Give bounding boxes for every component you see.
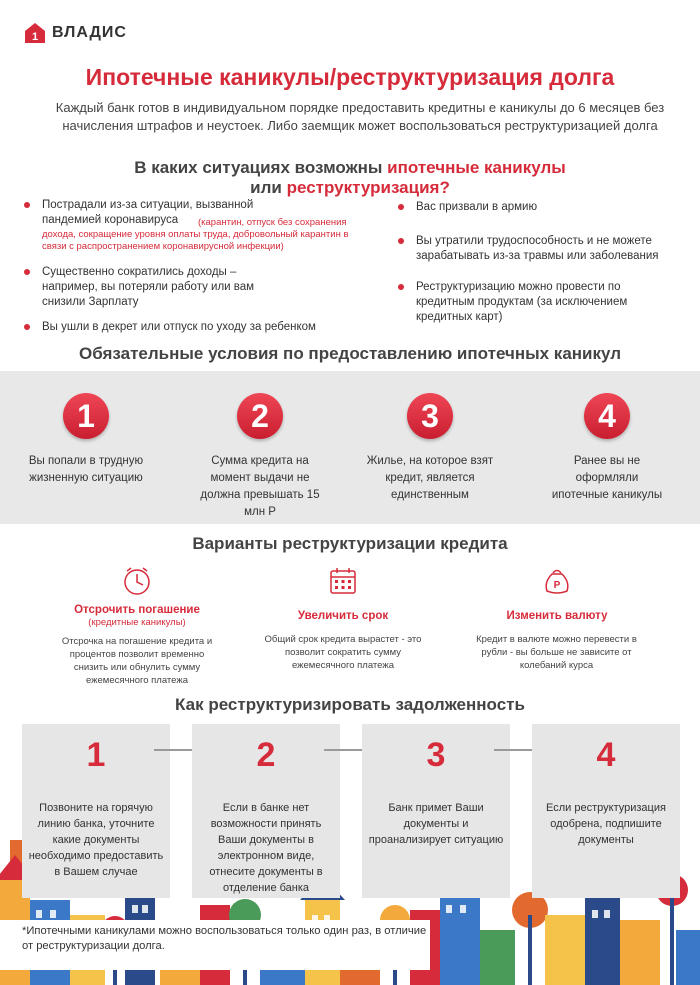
situation-item: Существенно сократились доходы – например, вы потеряли работу или вам снизили Зарплату: [22, 265, 382, 310]
step-1: [22, 724, 170, 898]
page-title: Ипотечные каникулы/реструктуризация долга: [85, 64, 615, 90]
footnote: *Ипотечными каникулами можно воспользоваться только один раз, в отличие от реструктуризации долга.: [0, 920, 430, 970]
page-subtitle: Каждый банк готов в индивидуальном порядке предоставить кредитны е каникулы до 6 месяцев без начисления штрафов и неустоек. Либо заемщик может воспользоваться реструктуризацией долга: [55, 100, 665, 133]
step-text: Если в банке нет возможности принять Ваши документы в электронном виде, отнесите документы в отделение банка: [209, 802, 323, 894]
step-number: 4: [596, 736, 616, 774]
situations-right-list: [396, 200, 686, 333]
condition-4: [527, 393, 687, 504]
condition-text: Сумма кредита на момент выдачи не должна превышать 15 млн Р: [200, 455, 320, 518]
condition-text: Ранее вы не оформляли ипотечные каникулы: [551, 455, 663, 501]
step-3: [362, 724, 510, 898]
step-number: 2: [256, 736, 276, 774]
variant-3: [462, 565, 652, 672]
svg-text:Р: Р: [553, 580, 561, 591]
variant-title: Увеличить срок: [297, 610, 389, 622]
situations-left-list-2: [22, 265, 382, 343]
money-bag-icon: [541, 565, 573, 597]
step-text: Если реструктуризация одобрена, подпишите документы: [546, 802, 666, 846]
conditions-heading: Обязательные условия по предоставлению ипотечных каникул: [78, 344, 622, 363]
variant-title: Отсрочить погашение: [74, 604, 200, 616]
variant-subtitle: (кредитные каникулы): [88, 617, 186, 628]
step-2: [192, 724, 340, 898]
situation-item: Вы утратили трудоспособность и не можете зарабатывать из-за травмы или заболевания: [396, 234, 686, 264]
condition-number: 3: [407, 393, 453, 439]
condition-text: Жилье, на которое взят кредит, является единственным: [366, 455, 494, 501]
situation-note: (карантин, отпуск без сохранения дохода, сокращение уровня оплаты труда, добровольный карантин в связи с распространением коронавирусной инфекции): [42, 217, 349, 252]
logo-text: ВЛАДИС: [52, 24, 127, 41]
step-text: Банк примет Ваши документы и проанализирует ситуацию: [368, 802, 504, 846]
variant-description: Отсрочка на погашение кредита и процентов позволит временно снизить или обнулить сумму ежемесячного платежа: [61, 636, 213, 686]
step-4: [532, 724, 680, 898]
calendar-icon: [327, 565, 359, 597]
step-number: 3: [426, 736, 446, 774]
condition-number: 2: [237, 393, 283, 439]
condition-1: [6, 393, 166, 487]
logo: [24, 22, 127, 44]
step-number: 1: [86, 736, 106, 774]
condition-2: [180, 393, 340, 521]
variant-2: [248, 565, 438, 672]
house-logo-icon: [24, 22, 46, 44]
clock-icon: [121, 565, 153, 597]
variant-1: [42, 565, 232, 687]
condition-number: 4: [584, 393, 630, 439]
situation-item: Вас призвали в армию: [396, 200, 686, 215]
variant-description: Общий срок кредита вырастет - это позволит сократить сумму ежемесячного платежа: [264, 634, 422, 671]
variant-description: Кредит в валюте можно перевести в рубли - вы больше не зависите от колебаний курса: [476, 634, 637, 671]
logo-mark-digit: 1: [31, 31, 39, 43]
variant-title: Изменить валюту: [506, 610, 608, 622]
condition-text: Вы попали в трудную жизненную ситуацию: [28, 455, 144, 484]
variants-heading: Варианты реструктуризации кредита: [192, 534, 508, 553]
steps-heading: Как реструктуризировать задолженность: [175, 695, 525, 714]
situation-item: Реструктуризацию можно провести по кредитным продуктам (за исключением кредитных карт): [396, 280, 686, 325]
step-text: Позвоните на горячую линию банка, уточните какие документы необходимо предоставить в Вашем случае: [28, 802, 164, 878]
condition-3: [350, 393, 510, 504]
condition-number: 1: [63, 393, 109, 439]
situation-item: Пострадали из-за ситуации, вызванной пандемией коронавируса: [22, 198, 382, 228]
situations-heading: В каких ситуациях возможны ипотечные каникулы или реструктуризация?: [134, 158, 566, 197]
situation-item: Вы ушли в декрет или отпуск по уходу за ребенком: [22, 320, 382, 335]
